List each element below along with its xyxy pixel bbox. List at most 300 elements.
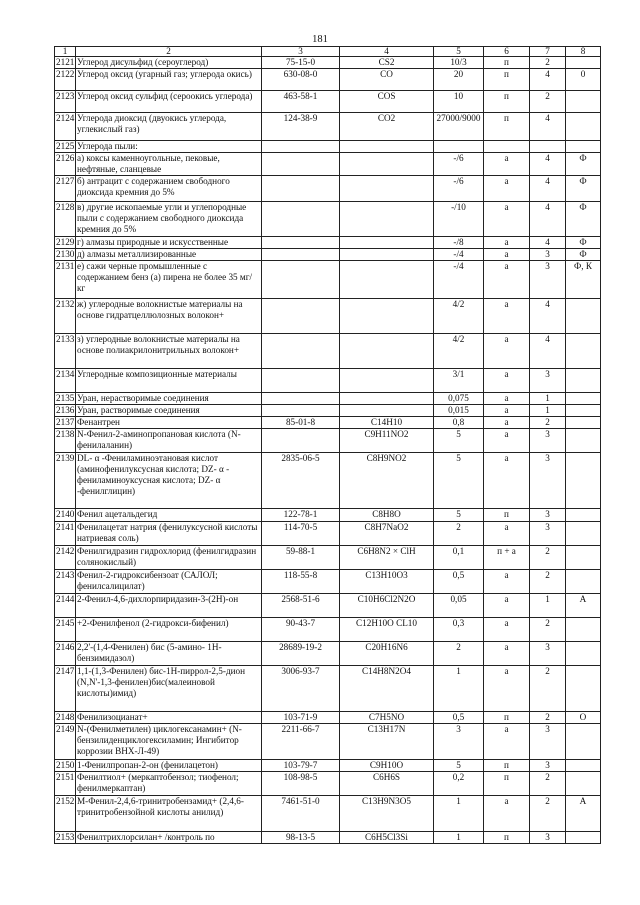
effect-notes: [566, 405, 601, 417]
table-row: [55, 91, 601, 113]
effect-notes: [566, 57, 601, 69]
chemical-formula: C8H7NaO2: [340, 522, 434, 546]
cas-number: [262, 299, 340, 334]
cas-number: [262, 369, 340, 393]
row-number: 2130: [56, 249, 75, 259]
substance-name: Уран, растворимые соединения: [76, 405, 262, 417]
concentration-value: 27000/9000: [434, 113, 484, 141]
effect-notes: А: [566, 796, 601, 832]
column-header: 7: [530, 47, 566, 57]
row-number: 2132: [55, 299, 76, 334]
effect-notes: Ф: [566, 202, 601, 237]
table-row: [55, 237, 601, 249]
table-row: [55, 334, 601, 369]
cas-number: [262, 202, 340, 237]
effect-notes: [566, 334, 601, 369]
table-row: [55, 712, 601, 724]
aggregate-state: п: [484, 760, 530, 772]
aggregate-state: а: [484, 393, 530, 405]
effect-notes: Ф: [566, 237, 601, 249]
row-number: 2142: [55, 546, 76, 570]
cas-number: 118-55-8: [262, 570, 340, 594]
cas-number: [262, 405, 340, 417]
concentration-value: 0,2: [434, 772, 484, 796]
table-row: [55, 405, 601, 417]
chemical-formula: [340, 141, 434, 153]
effect-notes: [566, 91, 601, 113]
row-number: 2149: [55, 724, 76, 760]
cas-number: 108-98-5: [262, 772, 340, 796]
cas-number: 98-13-5: [262, 832, 340, 844]
substance-name: д) алмазы металлизированные: [76, 249, 262, 261]
cas-number: 114-70-5: [262, 522, 340, 546]
hazard-class: 2: [530, 417, 566, 429]
row-number: 2125: [56, 141, 75, 151]
table-row: [55, 113, 601, 141]
aggregate-state: а: [484, 453, 530, 509]
table-row: [55, 832, 601, 844]
row-number: 2141: [55, 522, 76, 546]
concentration-value: 0,5: [434, 570, 484, 594]
row-number: 2146: [55, 642, 76, 666]
table-row: [55, 570, 601, 594]
concentration-value: 3/1: [434, 369, 484, 393]
hazard-class: 4: [530, 113, 566, 141]
concentration-value: -/10: [434, 202, 484, 237]
aggregate-state: а: [484, 176, 530, 202]
cas-number: [262, 153, 340, 176]
cas-number: 75-15-0: [262, 57, 340, 69]
cas-number: 85-01-8: [262, 417, 340, 429]
row-number: 2138: [55, 429, 76, 453]
row-number: 2153: [56, 832, 75, 842]
concentration-value: 2: [434, 642, 484, 666]
chemical-formula: C14H8N2O4: [340, 666, 434, 712]
chemical-formula: C9H11NO2: [340, 429, 434, 453]
substance-name: Уран, нерастворимые соединения: [76, 393, 262, 405]
cas-number: [262, 176, 340, 202]
aggregate-state: п: [484, 69, 530, 91]
table-row: [55, 642, 601, 666]
cas-number: 3006-93-7: [262, 666, 340, 712]
aggregate-state: п: [484, 772, 530, 796]
concentration-value: 5: [434, 509, 484, 522]
concentration-value: 4/2: [434, 299, 484, 334]
concentration-value: 0,015: [434, 405, 484, 417]
aggregate-state: а: [484, 594, 530, 618]
chemical-formula: C13H17N: [340, 724, 434, 760]
substance-name: 1,1-(1,3-Фенилен) бис-1Н-пиррол-2,5-дион (N,N'-1,3-фенилен)бис(малеиновой кислоты)имид): [76, 666, 262, 712]
concentration-value: 3: [434, 724, 484, 760]
chemical-formula: [340, 237, 434, 249]
concentration-value: 20: [434, 69, 484, 91]
hazard-class: 4: [530, 299, 566, 334]
header-row: [55, 47, 601, 57]
aggregate-state: а: [484, 618, 530, 642]
effect-notes: [566, 724, 601, 760]
aggregate-state: а: [484, 522, 530, 546]
cas-number: [262, 334, 340, 369]
cas-number: 103-71-9: [262, 712, 340, 724]
effect-notes: [566, 832, 601, 844]
row-number: 2144: [55, 594, 76, 618]
substance-name: Углерод оксид сульфид (сероокись углерода): [76, 91, 262, 113]
table-row: [55, 176, 601, 202]
row-number: 2135: [56, 393, 75, 403]
substance-name: Фенантрен: [76, 417, 262, 429]
hazard-class: 1: [530, 393, 566, 405]
effect-notes: А: [566, 594, 601, 618]
effect-notes: [566, 546, 601, 570]
cas-number: 7461-51-0: [262, 796, 340, 832]
aggregate-state: а: [484, 796, 530, 832]
row-number: 2127: [55, 176, 76, 202]
table-row: [55, 299, 601, 334]
effect-notes: Ф: [566, 249, 601, 261]
hazard-class: 3: [530, 832, 566, 844]
table-row: [55, 153, 601, 176]
concentration-value: 5: [434, 453, 484, 509]
effect-notes: [566, 369, 601, 393]
aggregate-state: п: [484, 832, 530, 844]
concentration-value: -/8: [434, 237, 484, 249]
substance-name: Углеродные композиционные материалы: [76, 369, 262, 393]
aggregate-state: п: [484, 712, 530, 724]
table-row: [55, 618, 601, 642]
concentration-value: 10: [434, 91, 484, 113]
concentration-value: 1: [434, 796, 484, 832]
chemical-formula: CO: [340, 69, 434, 91]
aggregate-state: а: [484, 642, 530, 666]
cas-number: 630-08-0: [262, 69, 340, 91]
substance-name: Фенилизоцианат+: [76, 712, 262, 724]
row-number: 2145: [55, 618, 76, 642]
effect-notes: [566, 141, 601, 153]
concentration-value: -/6: [434, 153, 484, 176]
aggregate-state: а: [484, 724, 530, 760]
chemical-formula: COS: [340, 91, 434, 113]
row-number: 2121: [56, 57, 75, 67]
row-number: 2152: [55, 796, 76, 832]
chemical-formula: [340, 249, 434, 261]
cas-number: 463-58-1: [262, 91, 340, 113]
chemical-formula: C20H16N6: [340, 642, 434, 666]
effect-notes: [566, 393, 601, 405]
hazard-class: 4: [530, 69, 566, 91]
aggregate-state: п: [484, 509, 530, 522]
page-number: 181: [312, 34, 328, 45]
substance-name: Углерода пыли:: [76, 141, 262, 153]
effect-notes: [566, 417, 601, 429]
concentration-value: 1: [434, 666, 484, 712]
hazard-class: 2: [530, 546, 566, 570]
substance-name: Фенилтрихлорсилан+ /контроль по: [76, 832, 262, 844]
row-number: 2126: [55, 153, 76, 176]
aggregate-state: а: [484, 429, 530, 453]
substance-name: е) сажи черные промышленные с содержанием бенз (а) пирена не более 35 мг/кг: [76, 261, 262, 299]
row-number: 2151: [55, 772, 76, 796]
aggregate-state: а: [484, 261, 530, 299]
substance-name: з) углеродные волокнистые материалы на основе полиакрилонитрильных волокон+: [76, 334, 262, 369]
column-header: 5: [434, 47, 484, 57]
effect-notes: Ф, К: [566, 261, 601, 299]
effect-notes: [566, 642, 601, 666]
row-number: 2134: [55, 369, 76, 393]
substance-name: N-(Фенилметилен) циклогексанамин+ (N-бензилиденциклогексиламин; Ингибитор коррозии ВНХ-Л-49): [76, 724, 262, 760]
substance-name: М-Фенил-2,4,6-тринитробензамид+ (2,4,6-тринитробензойной кислоты анилид): [76, 796, 262, 832]
column-header: 8: [566, 47, 601, 57]
concentration-value: [434, 141, 484, 153]
table-row: [55, 453, 601, 509]
concentration-value: -/4: [434, 261, 484, 299]
aggregate-state: п: [484, 57, 530, 69]
chemical-formula: C7H5NO: [340, 712, 434, 724]
hazard-class: 2: [530, 57, 566, 69]
concentration-value: -/6: [434, 176, 484, 202]
chemical-formula: [340, 153, 434, 176]
row-number: 2129: [56, 237, 75, 247]
effect-notes: [566, 760, 601, 772]
substances-table: [54, 46, 601, 844]
aggregate-state: п + а: [484, 546, 530, 570]
substance-name: DL- α -Фениламиноэтановая кислот (аминофенилуксусная кислота; DZ- α - фениламиноуксусная кислота; DZ- α -фенилглицин): [76, 453, 262, 509]
chemical-formula: CS2: [340, 57, 434, 69]
aggregate-state: а: [484, 405, 530, 417]
table-row: [55, 772, 601, 796]
chemical-formula: C13H9N3O5: [340, 796, 434, 832]
chemical-formula: C6H5Cl3Si: [340, 832, 434, 844]
row-number: 2148: [56, 712, 75, 722]
aggregate-state: а: [484, 369, 530, 393]
table-row: [55, 393, 601, 405]
row-number: 2137: [56, 417, 75, 427]
table-row: [55, 202, 601, 237]
cas-number: 122-78-1: [262, 509, 340, 522]
concentration-value: -/4: [434, 249, 484, 261]
effect-notes: Ф: [566, 176, 601, 202]
cas-number: [262, 261, 340, 299]
substance-name: N-Фенил-2-аминопропановая кислота (N-фенилаланин): [76, 429, 262, 453]
substance-name: Фенил-2-гидроксибензоат (САЛОЛ; фенилсалицилат): [76, 570, 262, 594]
substance-name: Фенилгидразин гидрохлорид (фенилгидразин солянокислый): [76, 546, 262, 570]
concentration-value: 0,3: [434, 618, 484, 642]
cas-number: 90-43-7: [262, 618, 340, 642]
table-row: [55, 760, 601, 772]
hazard-class: 3: [530, 261, 566, 299]
concentration-value: 0,05: [434, 594, 484, 618]
table-row: [55, 57, 601, 69]
row-number: 2131: [55, 261, 76, 299]
effect-notes: [566, 522, 601, 546]
hazard-class: 4: [530, 153, 566, 176]
table-row: [55, 369, 601, 393]
aggregate-state: а: [484, 237, 530, 249]
concentration-value: 0,8: [434, 417, 484, 429]
cas-number: [262, 393, 340, 405]
hazard-class: 1: [530, 594, 566, 618]
column-header: 3: [262, 47, 340, 57]
chemical-formula: C13H10O3: [340, 570, 434, 594]
row-number: 2139: [55, 453, 76, 509]
cas-number: 2568-51-6: [262, 594, 340, 618]
substance-name: 2,2'-(1,4-Фенилен) бис (5-амино- 1Н-бензимидазол): [76, 642, 262, 666]
hazard-class: 4: [530, 237, 566, 249]
chemical-formula: [340, 299, 434, 334]
hazard-class: 2: [530, 618, 566, 642]
effect-notes: [566, 618, 601, 642]
hazard-class: 2: [530, 712, 566, 724]
effect-notes: О: [566, 712, 601, 724]
hazard-class: 2: [530, 570, 566, 594]
aggregate-state: [484, 141, 530, 153]
aggregate-state: а: [484, 570, 530, 594]
effect-notes: [566, 509, 601, 522]
effect-notes: [566, 453, 601, 509]
row-number: 2150: [56, 760, 75, 770]
substance-name: 1-Фенилпропан-2-он (фенилацетон): [76, 760, 262, 772]
chemical-formula: C10H6Cl2N2O: [340, 594, 434, 618]
chemical-formula: [340, 202, 434, 237]
concentration-value: 5: [434, 429, 484, 453]
row-number: 2147: [55, 666, 76, 712]
chemical-formula: [340, 334, 434, 369]
cas-number: 28689-19-2: [262, 642, 340, 666]
cas-number: [262, 249, 340, 261]
substance-name: Фенилацетат натрия (фенилуксусной кислоты натриевая соль): [76, 522, 262, 546]
aggregate-state: а: [484, 249, 530, 261]
aggregate-state: п: [484, 91, 530, 113]
substance-name: г) алмазы природные и искусственные: [76, 237, 262, 249]
table-row: [55, 509, 601, 522]
substance-name: Фенил ацетальдегид: [76, 509, 262, 522]
chemical-formula: C14H10: [340, 417, 434, 429]
effect-notes: [566, 570, 601, 594]
chemical-formula: C6H6S: [340, 772, 434, 796]
table-row: [55, 796, 601, 832]
hazard-class: 3: [530, 724, 566, 760]
chemical-formula: [340, 405, 434, 417]
chemical-formula: C9H10O: [340, 760, 434, 772]
table-row: [55, 666, 601, 712]
effect-notes: [566, 666, 601, 712]
chemical-formula: [340, 393, 434, 405]
table-row: [55, 417, 601, 429]
concentration-value: 2: [434, 522, 484, 546]
hazard-class: 3: [530, 509, 566, 522]
aggregate-state: а: [484, 417, 530, 429]
hazard-class: 3: [530, 249, 566, 261]
table-row: [55, 261, 601, 299]
hazard-class: 3: [530, 522, 566, 546]
row-number: 2133: [55, 334, 76, 369]
row-number: 2140: [55, 509, 76, 522]
hazard-class: 2: [530, 796, 566, 832]
row-number: 2143: [55, 570, 76, 594]
substance-name: в) другие ископаемые угли и углепородные пыли с содержанием свободного диоксида кремния до 5%: [76, 202, 262, 237]
chemical-formula: [340, 369, 434, 393]
table-row: [55, 546, 601, 570]
table-row: [55, 724, 601, 760]
column-header: 2: [76, 47, 262, 57]
cas-number: [262, 141, 340, 153]
concentration-value: 0,1: [434, 546, 484, 570]
effect-notes: [566, 429, 601, 453]
concentration-value: 0,5: [434, 712, 484, 724]
cas-number: 124-38-9: [262, 113, 340, 141]
concentration-value: 4/2: [434, 334, 484, 369]
substance-name: а) коксы каменноугольные, пековые, нефтяные, сланцевые: [76, 153, 262, 176]
chemical-formula: C8H8O: [340, 509, 434, 522]
chemical-formula: C12H10O CL10: [340, 618, 434, 642]
substance-name: 2-Фенил-4,6-дихлорпиридазин-3-(2Н)-он: [76, 594, 262, 618]
substance-name: ж) углеродные волокнистые материалы на основе гидратцеллюлозных волокон+: [76, 299, 262, 334]
row-number: 2128: [55, 202, 76, 237]
concentration-value: 5: [434, 760, 484, 772]
effect-notes: [566, 299, 601, 334]
chemical-formula: C8H9NO2: [340, 453, 434, 509]
aggregate-state: п: [484, 113, 530, 141]
aggregate-state: а: [484, 202, 530, 237]
row-number: 2136: [56, 405, 75, 415]
hazard-class: 3: [530, 429, 566, 453]
effect-notes: [566, 113, 601, 141]
column-header: 6: [484, 47, 530, 57]
substance-name: Фенилтиол+ (меркаптобензол; тиофенол; фенилмеркаптан): [76, 772, 262, 796]
substance-name: Углерода диоксид (двуокись углерода, углекислый газ): [76, 113, 262, 141]
substance-name: б) антрацит с содержанием свободного диоксида кремния до 5%: [76, 176, 262, 202]
concentration-value: 10/3: [434, 57, 484, 69]
chemical-formula: CO2: [340, 113, 434, 141]
concentration-value: 1: [434, 832, 484, 844]
hazard-class: 3: [530, 760, 566, 772]
aggregate-state: а: [484, 666, 530, 712]
table-row: [55, 141, 601, 153]
cas-number: 2211-66-7: [262, 724, 340, 760]
hazard-class: 2: [530, 772, 566, 796]
row-number: 2122: [55, 69, 76, 91]
hazard-class: 1: [530, 405, 566, 417]
aggregate-state: а: [484, 299, 530, 334]
effect-notes: 0: [566, 69, 601, 91]
hazard-class: 4: [530, 334, 566, 369]
chemical-formula: C6H8N2 × ClH: [340, 546, 434, 570]
hazard-class: 3: [530, 453, 566, 509]
table-row: [55, 429, 601, 453]
row-number: 2124: [55, 113, 76, 141]
cas-number: [262, 237, 340, 249]
hazard-class: 4: [530, 202, 566, 237]
column-header: 4: [340, 47, 434, 57]
row-number: 2123: [55, 91, 76, 113]
aggregate-state: а: [484, 153, 530, 176]
cas-number: 2835-06-5: [262, 453, 340, 509]
substance-name: +2-Фенилфенол (2-гидрокси-бифенил): [76, 618, 262, 642]
column-header: 1: [55, 47, 76, 57]
concentration-value: 0,075: [434, 393, 484, 405]
table-row: [55, 249, 601, 261]
chemical-formula: [340, 261, 434, 299]
substance-name: Углерод дисульфид (сероуглерод): [76, 57, 262, 69]
hazard-class: 3: [530, 369, 566, 393]
hazard-class: 2: [530, 666, 566, 712]
cas-number: 59-88-1: [262, 546, 340, 570]
cas-number: 103-79-7: [262, 760, 340, 772]
table-row: [55, 522, 601, 546]
hazard-class: 2: [530, 91, 566, 113]
hazard-class: 4: [530, 176, 566, 202]
hazard-class: 3: [530, 642, 566, 666]
chemical-formula: [340, 176, 434, 202]
